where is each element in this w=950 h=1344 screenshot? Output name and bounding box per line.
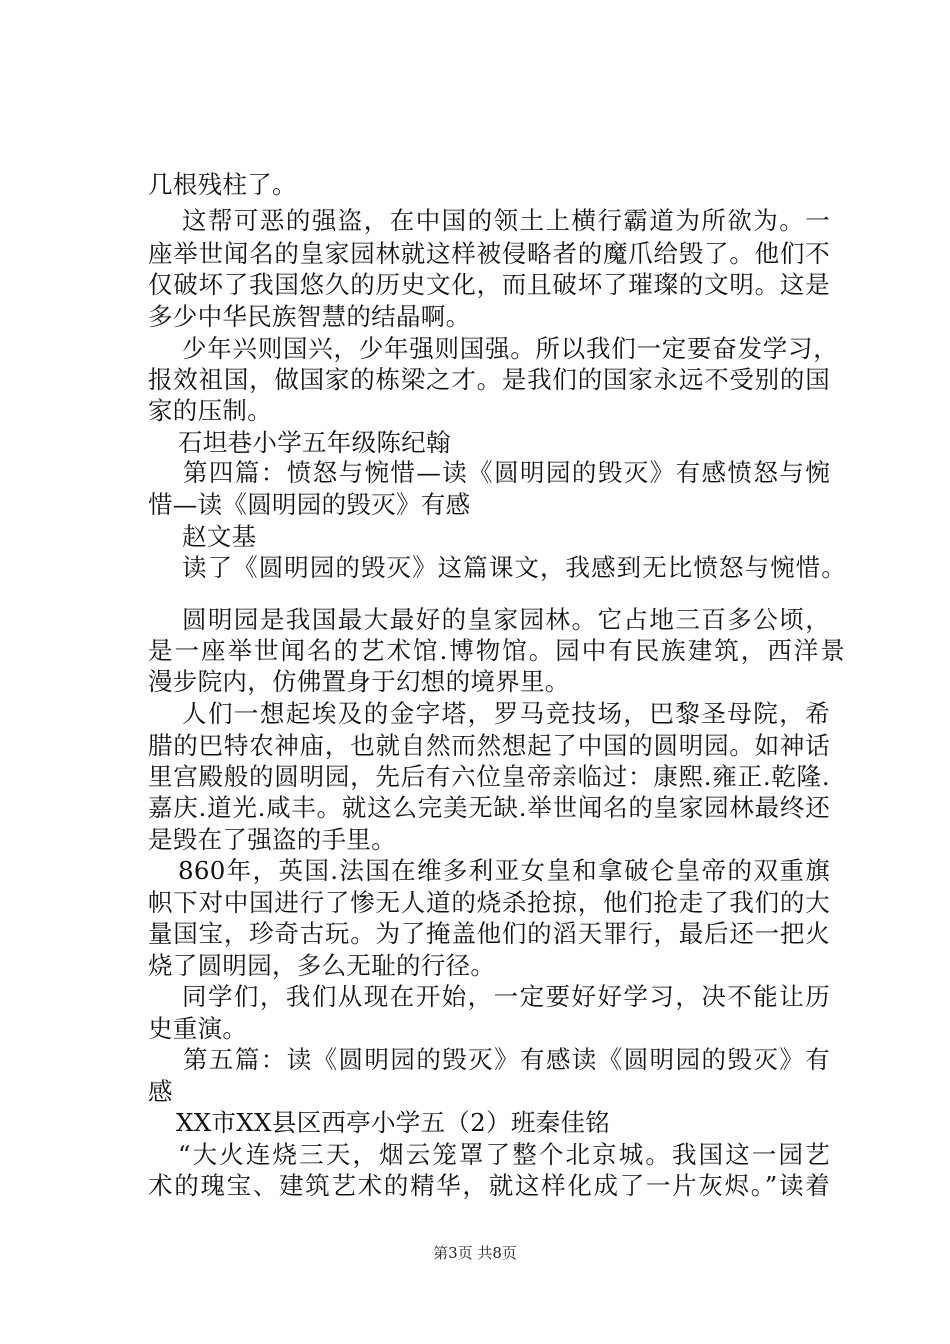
section-title: 第五篇：读《圆明园的毁灭》有感读《圆明园的毁灭》有 (183, 1045, 830, 1074)
page-number: 第3页 共8页 (433, 1244, 517, 1262)
text-line: 这帮可恶的强盗，在中国的领土上横行霸道为所欲为。一 (182, 206, 830, 235)
text-line: 报效祖国，做国家的栋梁之才。是我们的国家永远不受别的国 (148, 365, 830, 394)
section-title: 第四篇：愤怒与惋惜—读《圆明园的毁灭》有感愤怒与惋 (183, 458, 830, 487)
text-line: 嘉庆.道光.咸丰。就这么完美无缺.举世闻名的皇家园林最终还 (148, 793, 830, 822)
section-title: 感 (148, 1077, 173, 1106)
text-line: 读了《圆明园的毁灭》这篇课文，我感到无比愤怒与惋惜。 (182, 553, 846, 582)
text-line: 家的压制。 (148, 396, 272, 425)
section-title: 惜—读《圆明园的毁灭》有感 (148, 490, 471, 519)
text-line: 860年，英国.法国在维多利亚女皇和拿破仑皇帝的双重旗 (178, 856, 830, 885)
author-line: XX市XX县区西亭小学五（2）班秦佳铭 (176, 1108, 611, 1137)
text-line: 是毁在了强盗的手里。 (148, 825, 396, 854)
author-line: 赵文基 (182, 522, 257, 551)
text-line: 仅破坏了我国悠久的历史文化，而且破坏了璀璨的文明。这是 (148, 270, 830, 299)
text-line: 术的瑰宝、建筑艺术的精华，就这样化成了一片灰烬。”读着 (148, 1171, 830, 1200)
text-line: 帜下对中国进行了惨无人道的烧杀抢掠，他们抢走了我们的大 (148, 888, 830, 917)
text-line: 人们一想起埃及的金字塔，罗马竞技场，巴黎圣母院，希 (182, 699, 830, 728)
text-line: 座举世闻名的皇家园林就这样被侵略者的魔爪给毁了。他们不 (148, 239, 830, 268)
text-line: “大火连烧三天，烟云笼罩了整个北京城。我国这一园艺 (178, 1140, 830, 1169)
text-line: 腊的巴特农神庙，也就自然而然想起了中国的圆明园。如神话 (148, 731, 830, 760)
text-line: 少年兴则国兴，少年强则国强。所以我们一定要奋发学习， (182, 334, 838, 363)
text-line: 量国宝，珍奇古玩。为了掩盖他们的滔天罪行，最后还一把火 (148, 919, 830, 948)
text-line: 同学们，我们从现在开始，一定要好好学习，决不能让历 (182, 982, 830, 1011)
text-line: 是一座举世闻名的艺术馆.博物馆。园中有民族建筑，西洋景 (148, 636, 845, 665)
text-line: 多少中华民族智慧的结晶啊。 (148, 302, 471, 331)
text-line: 史重演。 (148, 1014, 248, 1043)
text-line: 圆明园是我国最大最好的皇家园林。它占地三百多公顷， (182, 605, 830, 634)
text-line: 里宫殿般的圆明园，先后有六位皇帝亲临过：康熙.雍正.乾隆. (148, 762, 830, 791)
text-line: 漫步院内，仿佛置身于幻想的境界里。 (148, 667, 570, 696)
author-line: 石坦巷小学五年级陈纪翰 (178, 428, 451, 457)
text-line: 几根残柱了。 (148, 170, 297, 199)
text-line: 烧了圆明园，多么无耻的行径。 (148, 951, 496, 980)
